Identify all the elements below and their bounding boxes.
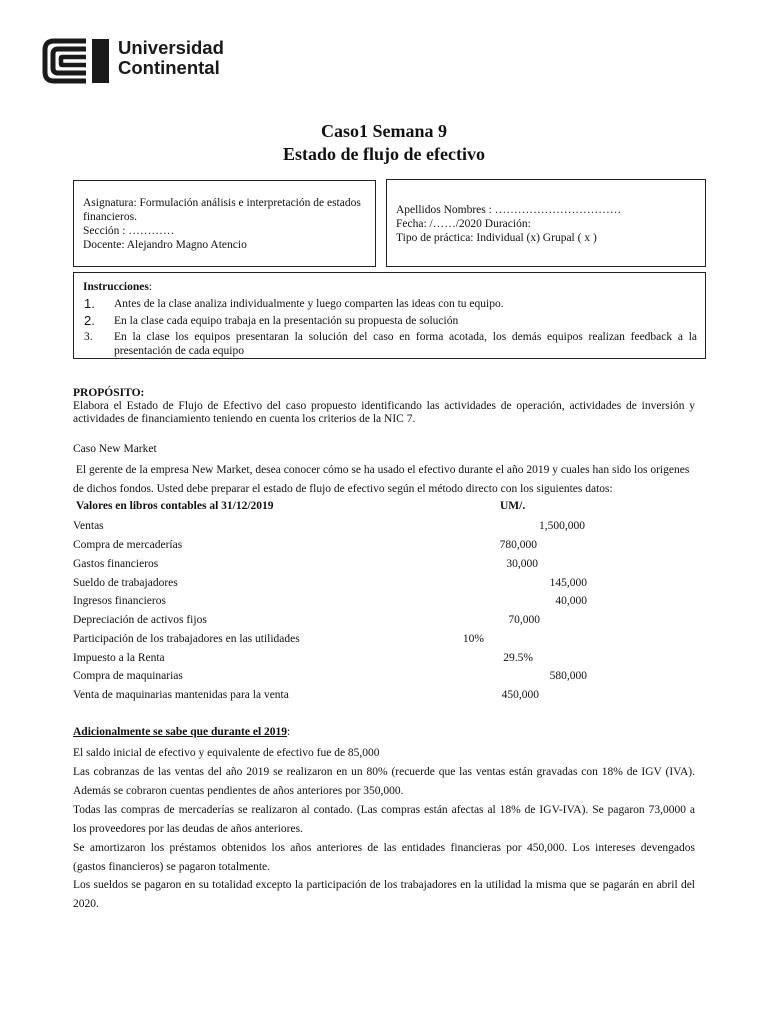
table-row-label: Sueldo de trabajadores [73,577,178,589]
additional-paragraph-5a: Los sueldos se pagaron en su totalidad excepto la participación de los trabajadores en la utilidad la misma que se pagarán en abril del [73,879,695,891]
table-row-value: 70,000 [508,614,540,626]
table-row-value: 780,000 [499,539,537,551]
table-row-label: Impuesto a la Renta [73,652,165,664]
case-intro-line-1: El gerente de la empresa New Market, desea conocer cómo se ha usado el efectivo durante el año 2019 y cuales han sido los origenes [73,464,690,476]
logo-line-2: Continental [118,57,220,78]
purpose-heading: PROPÓSITO: [73,387,145,399]
table-row-label: Ingresos financieros [73,595,166,607]
table-row-value: 29.5% [503,652,533,664]
logo-text [118,38,224,78]
additional-paragraph-3b: los proveedores por las deudas de años anteriores. [73,823,303,835]
additional-paragraph-2a: Las cobranzas de las ventas del año 2019 se realizaron en un 80% (recuerde que las ventas están gravadas con 18% de IGV (IVA). [73,766,695,778]
case-intro-line-2: de dichos fondos. Usted debe preparar el estado de flujo de efectivo según el método directo con los siguientes datos: [73,483,613,495]
section-line: Sección : ………… [83,225,175,237]
date-line: Fecha: /……/2020 Duración: [396,218,531,230]
additional-paragraph-1: El saldo inicial de efectivo y equivalente de efectivo fue de 85,000 [73,747,380,759]
instruction-num-2: 2. [84,313,95,328]
student-info-box [386,179,706,267]
subject-line-2: financieros. [83,211,137,223]
table-row-value: 580,000 [549,670,587,682]
instruction-text-3: En la clase los equipos presentaran la solución del caso en forma acotada, los demás equipos realizan feedback a la [114,331,697,343]
table-row-label: Participación de los trabajadores en las utilidades [73,633,300,645]
table-header-label: Valores en libros contables al 31/12/2019 [76,500,274,512]
table-row-value: 145,000 [549,577,587,589]
table-row-label: Compra de maquinarias [73,670,183,682]
instructions-heading [83,280,152,294]
table-row-label: Ventas [73,520,104,532]
table-header-unit: UM/. [500,500,526,512]
additional-paragraph-5b: 2020. [73,898,99,910]
additional-paragraph-2b: Además se cobraron cuentas pendientes de años anteriores por 350,000. [73,785,404,797]
instructions-box [73,272,706,359]
table-row-label: Venta de maquinarias mantenidas para la venta [73,689,289,701]
instruction-num-3: 3. [84,331,93,343]
teacher-line: Docente: Alejandro Magno Atencio [83,239,247,251]
table-row-value: 10% [462,633,484,645]
logo-line-1: Universidad [118,37,224,58]
additional-heading-colon: : [287,726,291,738]
additional-heading-text: Adicionalmente se sabe que durante el 2019 [73,726,288,738]
continental-logo-icon [40,36,112,86]
purpose-text: Elabora el Estado de Flujo de Efectivo del caso propuesto identificando las actividades de operación, actividades de inversión y actividades de financiamiento teniendo en cuenta los criterios de la NIC 7. [73,400,695,425]
document-title: Caso1 Semana 9 [320,121,447,141]
instruction-text-3-cont: presentación de cada equipo [114,345,244,357]
instruction-text-1: Antes de la clase analiza individualmente y luego comparten las ideas con tu equipo. [114,298,504,310]
table-row-label: Gastos financieros [73,558,159,570]
subject-line-1: Asignatura: Formulación análisis e interpretación de estados [83,197,361,209]
practice-type-line: Tipo de práctica: Individual (x) Grupal ( x ) [396,232,597,244]
table-row-value: 30,000 [506,558,538,570]
additional-paragraph-4a: Se amortizaron los préstamos obtenidos los años anteriores de las entidades financieras por 450,000. Los intereses devengados [73,842,695,854]
instruction-num-1: 1. [84,296,95,311]
instructions-heading-text: Instrucciones [83,281,149,293]
additional-heading [73,726,290,738]
instruction-text-2: En la clase cada equipo trabaja en la presentación su propuesta de solución [114,315,459,327]
table-row-value: 450,000 [501,689,539,701]
instructions-heading-colon: : [148,281,153,293]
table-row-label: Depreciación de activos fijos [73,614,207,626]
table-row-value: 1,500,000 [539,520,585,532]
document-subtitle: Estado de flujo de efectivo [283,144,485,164]
case-title: Caso New Market [73,443,157,455]
additional-paragraph-4b: (gastos financieros) se pagaron totalmente. [73,861,271,873]
table-row-value: 40,000 [555,595,587,607]
additional-paragraph-3a: Todas las compras de mercaderías se realizaron al contado. (Las compras están afectas al 18% de IGV-IVA). Se pagaron 73,0000 a [73,804,695,816]
student-name-line: Apellidos Nombres : …………………………… [396,204,622,216]
table-row-label: Compra de mercaderías [73,539,183,551]
course-info-box [73,180,376,267]
